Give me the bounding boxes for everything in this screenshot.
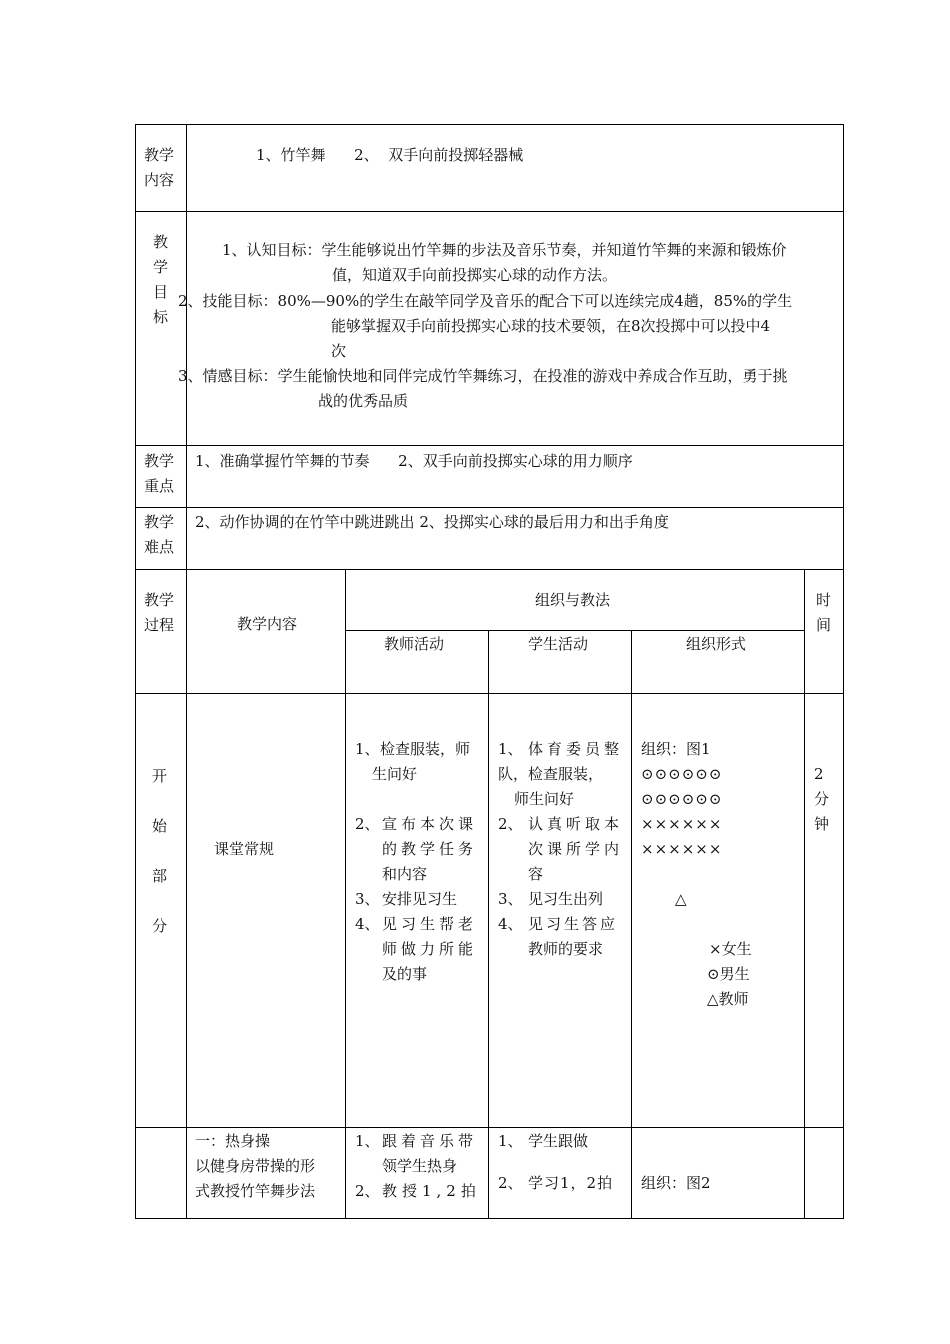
key-label: 教学 重点 (144, 452, 175, 495)
list-item: 2、 学习1，2拍 (498, 1174, 614, 1192)
table-border-bottom (135, 1218, 844, 1219)
formation-row: ×××××× (641, 815, 723, 833)
col-header-student: 学生活动 (528, 635, 589, 653)
col-header-content: 教学内容 (237, 615, 298, 633)
legend-female: ×女生 (709, 940, 752, 958)
col-divider (345, 569, 346, 1219)
col-header-org: 组织与教法 (535, 591, 611, 609)
list-item: 2、 教授1,2拍 (355, 1182, 481, 1200)
list-item: 2、 认真听取本 次课所学内 容 (498, 815, 624, 883)
row-divider (135, 211, 844, 212)
process-label: 教学 过程 (144, 591, 175, 634)
goal-2: 2、技能目标：80%—90%的学生在敲竿同学及音乐的配合下可以连续完成4趟，85%的学生 能够掌握双手向前投掷实心球的技术要领，在8次投掷中可以投中4 次 (178, 292, 793, 360)
second-student-activities (498, 1129, 628, 1196)
list-item: 2、 宣布本次课 的教学任务 和内容 (355, 815, 478, 883)
start-content: 课堂常规 (214, 840, 275, 858)
col-header-teacher: 教师活动 (384, 635, 445, 653)
start-section-label: 开 始 部 分 (152, 767, 168, 935)
row-divider (135, 693, 844, 694)
teacher-position-mark: △ (675, 890, 687, 908)
table-border-top (135, 124, 844, 125)
list-item: 1、 检查服装，师 生问好 (355, 740, 471, 783)
start-time: 2 分 钟 (814, 765, 830, 833)
col-header-form: 组织形式 (686, 635, 747, 653)
row-divider (345, 630, 805, 631)
list-item: 1、 体育委员整 队，检查服装， 师生问好 (498, 740, 624, 808)
difficulty-label: 教学 难点 (144, 513, 175, 556)
table-border-left (135, 124, 136, 1219)
list-item: 4、 见习生答应 教师的要求 (498, 915, 619, 958)
legend-male: ⊙男生 (707, 965, 750, 983)
list-item: 3、 安排见习生 (355, 890, 458, 908)
second-content: 一：热身操 以健身房带操的形 式教授竹竿舞步法 (195, 1132, 316, 1200)
start-teacher-activities (355, 737, 481, 987)
col-divider (804, 569, 805, 1219)
formation-row: ⊙⊙⊙⊙⊙⊙ (641, 765, 723, 783)
row-divider (135, 445, 844, 446)
row-divider (135, 1127, 844, 1128)
table-border-right (843, 124, 844, 1219)
list-item: 3、 见习生出列 (498, 890, 604, 908)
org-form-title: 组织：图1 (641, 740, 711, 758)
legend-teacher: △教师 (707, 990, 749, 1008)
goal-label: 教 学 目 标 (153, 233, 169, 326)
second-teacher-activities (355, 1129, 481, 1204)
list-item: 1、 跟着音乐带 领学生热身 (355, 1132, 478, 1175)
row-divider (135, 507, 844, 508)
col-header-time: 时 间 (816, 591, 832, 634)
start-org-form (641, 737, 801, 1012)
content-text: 1、竹竿舞 2、 双手向前投掷轻器械 (256, 146, 524, 164)
second-org-form-title: 组织：图2 (641, 1174, 711, 1192)
goal-1: 1、认知目标：学生能够说出竹竿舞的步法及音乐节奏，并知道竹竿舞的来源和锻炼价 值，知道双手向前投掷实心球的动作方法。 (222, 241, 787, 284)
content-label: 教学 内容 (144, 146, 175, 189)
row-divider (135, 569, 844, 570)
col-divider (488, 630, 489, 1219)
difficulty-text: 2、动作协调的在竹竿中跳进跳出 2、投掷实心球的最后用力和出手角度 (195, 513, 669, 531)
col-divider (631, 630, 632, 1219)
start-student-activities (498, 737, 628, 962)
list-item: 1、 学生跟做 (498, 1132, 589, 1150)
formation-row: ×××××× (641, 840, 723, 858)
formation-row: ⊙⊙⊙⊙⊙⊙ (641, 790, 723, 808)
goal-3: 3、情感目标：学生能愉快地和同伴完成竹竿舞练习，在投准的游戏中养成合作互助，勇于挑 战的优秀品质 (178, 367, 788, 410)
list-item: 4、 见习生帮老 师做力所能 及的事 (355, 915, 478, 983)
col-divider (186, 569, 187, 1219)
key-text: 1、准确掌握竹竿舞的节奏 2、双手向前投掷实心球的用力顺序 (195, 452, 633, 470)
